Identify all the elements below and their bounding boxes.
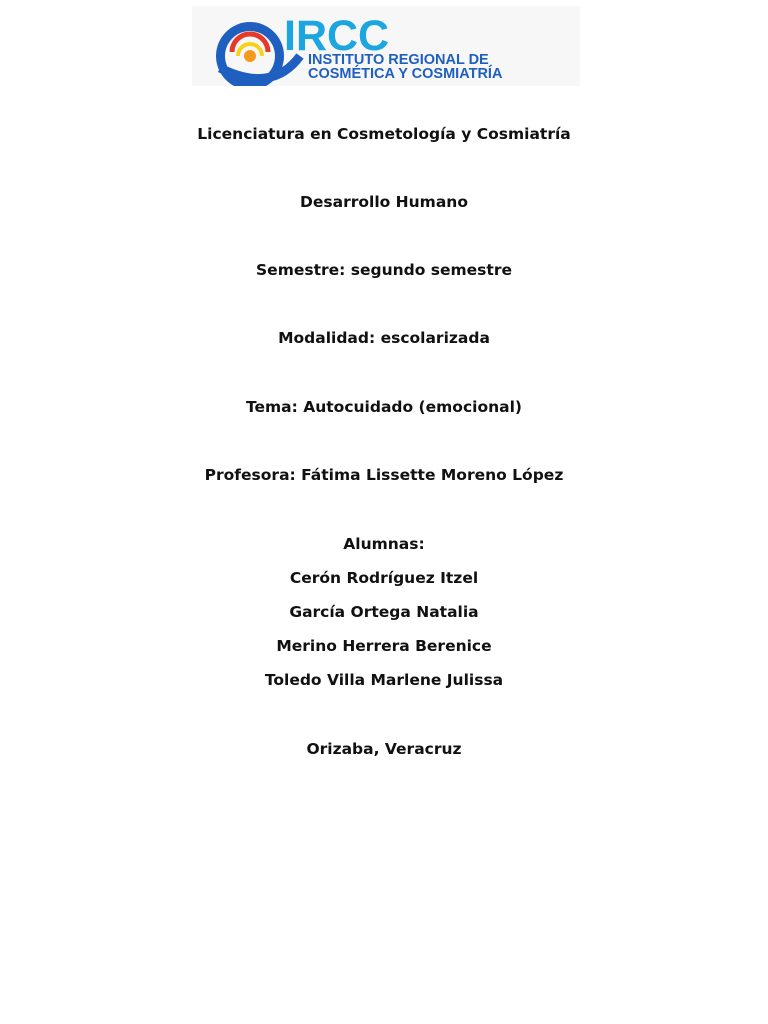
institution-logo bbox=[192, 6, 580, 86]
modality-line: Modalidad: escolarizada bbox=[278, 329, 490, 347]
students-label: Alumnas: bbox=[343, 535, 425, 553]
student-name: Cerón Rodríguez Itzel bbox=[289, 569, 479, 587]
logo-name-line2: COSMÉTICA Y COSMIATRÍA bbox=[308, 66, 503, 82]
logo-acronym: IRCC bbox=[284, 12, 390, 60]
subject-title: Desarrollo Humano bbox=[300, 193, 468, 211]
logo-emblem-center bbox=[244, 50, 256, 62]
student-name: García Ortega Natalia bbox=[289, 603, 479, 621]
logo-name-line1: INSTITUTO REGIONAL DE bbox=[308, 52, 489, 68]
ircc-logo-graphic bbox=[192, 6, 580, 86]
student-name: Toledo Villa Marlene Julissa bbox=[264, 671, 504, 689]
student-name: Merino Herrera Berenice bbox=[276, 637, 492, 655]
topic-line: Tema: Autocuidado (emocional) bbox=[246, 398, 522, 416]
semester-line: Semestre: segundo semestre bbox=[256, 261, 512, 279]
teacher-line: Profesora: Fátima Lissette Moreno López bbox=[204, 466, 564, 484]
degree-title: Licenciatura en Cosmetología y Cosmiatría bbox=[197, 125, 571, 143]
location-line: Orizaba, Veracruz bbox=[306, 740, 462, 758]
